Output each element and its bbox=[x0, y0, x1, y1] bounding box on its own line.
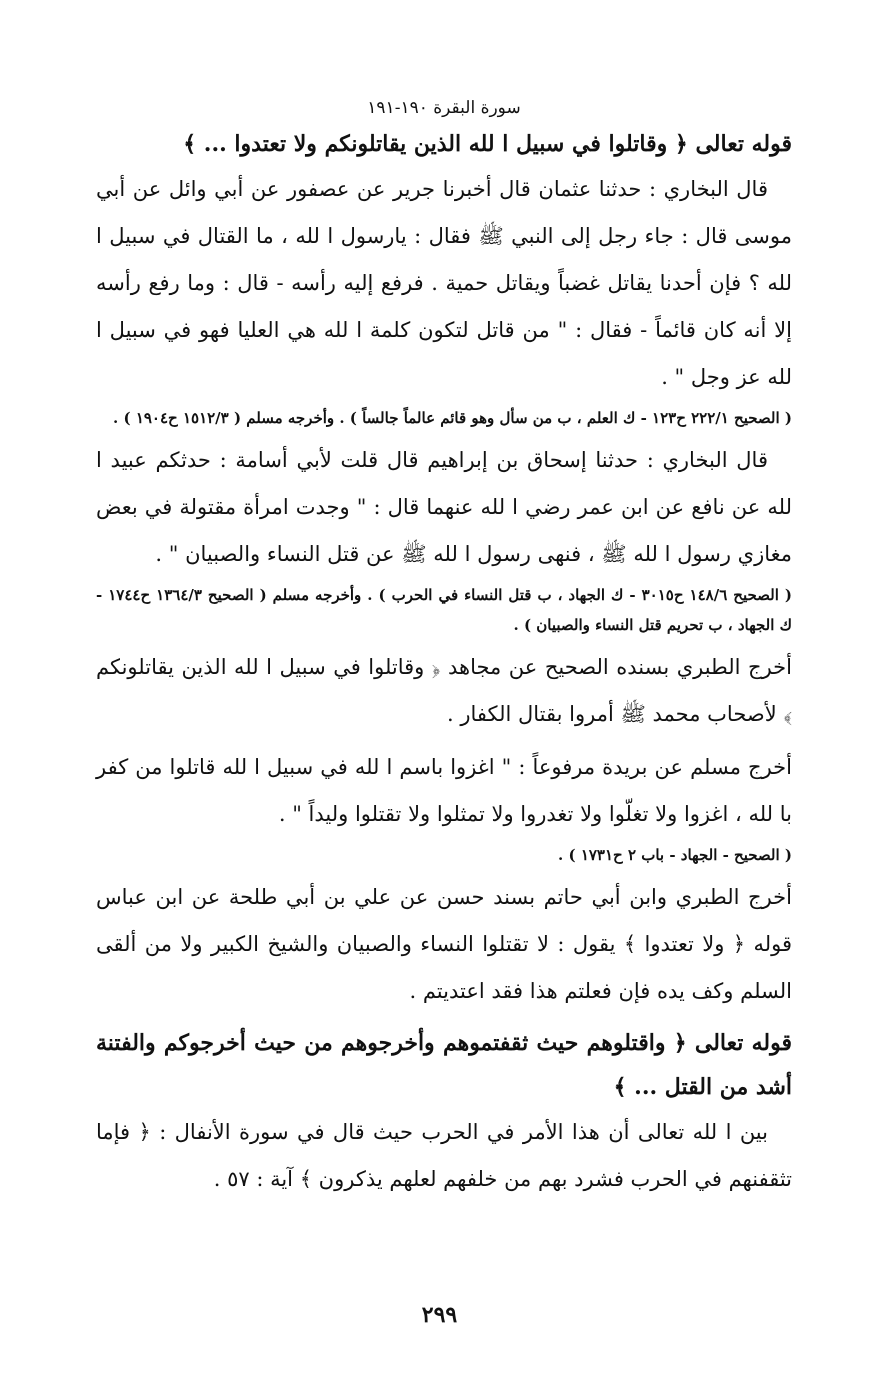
hadith-paragraph: قال البخاري : حدثنا عثمان قال أخبرنا جرير عن عصفور عن أبي وائل عن أبي موسى قال : جاء رجل إلى النبي ﷺ فقال : يارسول ا لله ، ما القتال في سبيل ا لله ؟ فإن أحدنا يقاتل غضباً ويقاتل حمية . فرفع إليه رأسه - قال : وما رفع رأسه إلا أنه كان قائماً - فقال : " من قاتل لتكون كلمة ا لله هي العليا فهو في سبيل ا لله عز وجل " . bbox=[96, 177, 792, 389]
citation-note: ( الصحيح ١٤٨/٦ ح٣٠١٥ - ك الجهاد ، ب قتل النساء في الحرب ) . وأخرجه مسلم ( الصحيح ١٣٦٤/٣ ح١٧٤٤ - ك الجهاد ، ب تحريم قتل النساء والصبيان ) . bbox=[96, 586, 793, 634]
tafsir-paragraph: أخرج الطبري وابن أبي حاتم بسند حسن عن علي بن أبي طلحة عن ابن عباس قوله ﴿ ولا تعتدوا ﴾ يقول : لا تقتلوا النساء والصبيان والشيخ الكبير ولا من ألقى السلم وكف يده فإن فعلتم هذا فقد اعتديتم . bbox=[96, 885, 792, 1003]
tafsir-paragraph: بين ا لله تعالى أن هذا الأمر في الحرب حيث قال في سورة الأنفال : ﴿ فإما تثقفنهم في الحرب فشرد بهم من خلفهم لعلهم يذكرون ﴾ آية : ٥٧ . bbox=[96, 1120, 792, 1191]
tafsir-paragraph: أخرج مسلم عن بريدة مرفوعاً : " اغزوا باسم ا لله في سبيل ا لله قاتلوا من كفر با لله ، اغزوا ولا تغلّوا ولا تغدروا ولا تمثلوا ولا تقتلوا وليداً " . bbox=[96, 755, 792, 826]
section-heading: قوله تعالى ﴿ واقتلوهم حيث ثقفتموهم وأخرجوهم من حيث أخرجوكم والفتنة أشد من القتل ... ﴾ bbox=[96, 1030, 792, 1100]
section-heading: قوله تعالى ﴿ وقاتلوا في سبيل ا لله الذين يقاتلونكم ولا تعتدوا ... ﴾ bbox=[183, 131, 792, 157]
citation-note: ( الصحيح ٢٢٢/١ ح١٢٣ - ك العلم ، ب من سأل وهو قائم عالماً جالساً ) . وأخرجه مسلم ( ١٥١٢/٣ ح١٩٠٤ ) . bbox=[113, 409, 792, 427]
tafsir-paragraph: أخرج الطبري بسنده الصحيح عن مجاهد ﴿ وقاتلوا في سبيل ا لله الذين يقاتلونكم ﴾ لأصحاب محمد ﷺ أمروا بقتال الكفار . bbox=[96, 655, 792, 726]
citation-note: ( الصحيح - الجهاد - باب ٢ ح١٧٣١ ) . bbox=[558, 846, 792, 864]
page-number: ٢٩٩ bbox=[421, 1302, 458, 1328]
running-header: سورة البقرة ١٩٠-١٩١ bbox=[367, 98, 521, 118]
page-body bbox=[96, 92, 792, 1203]
hadith-paragraph: قال البخاري : حدثنا إسحاق بن إبراهيم قال قلت لأبي أسامة : حدثكم عبيد ا لله عن نافع عن ابن عمر رضي ا لله عنهما قال : " وجدت امرأة مقتولة في بعض مغازي رسول ا لله ﷺ ، فنهى رسول ا لله ﷺ عن قتل النساء والصبيان " . bbox=[96, 448, 792, 566]
